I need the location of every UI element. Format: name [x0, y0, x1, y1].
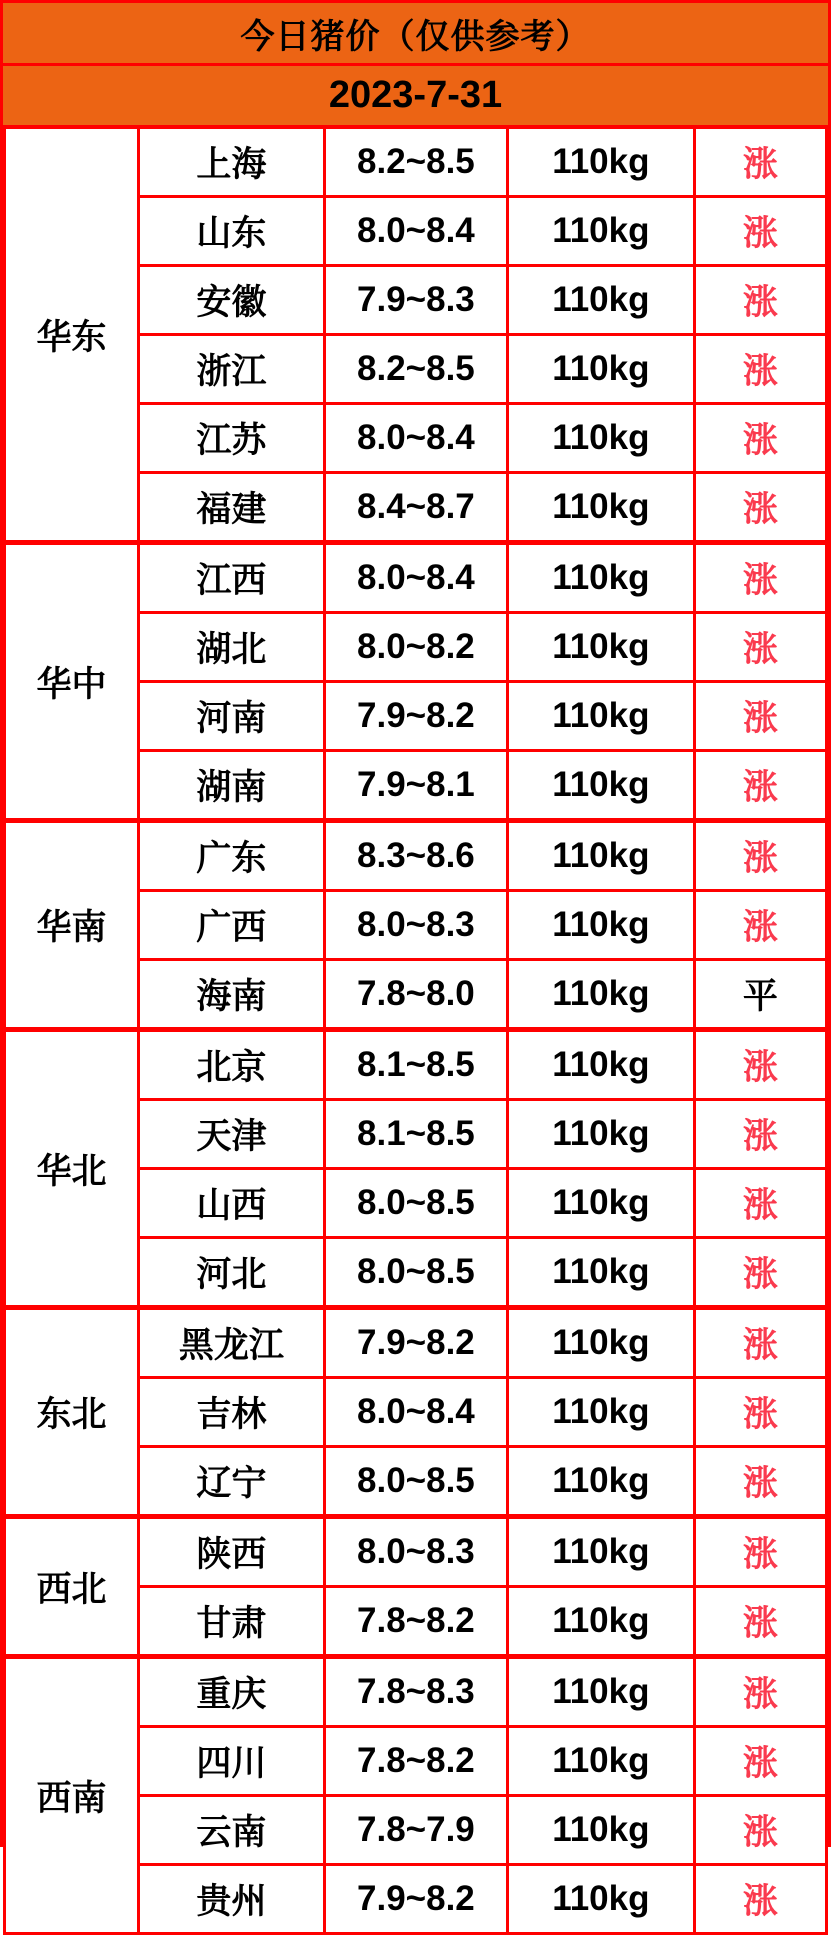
- trend-cell: 涨: [694, 682, 826, 751]
- province-cell: 河北: [138, 1238, 324, 1308]
- price-range-cell: 8.0~8.4: [324, 197, 507, 266]
- price-range-cell: 8.1~8.5: [324, 1030, 507, 1100]
- trend-cell: 涨: [694, 1169, 826, 1238]
- province-cell: 安徽: [138, 266, 324, 335]
- province-cell: 湖北: [138, 613, 324, 682]
- report-date: 2023-7-31: [328, 74, 503, 116]
- trend-cell: 涨: [694, 821, 826, 891]
- weight-cell: 110kg: [508, 891, 695, 960]
- weight-cell: 110kg: [508, 1030, 695, 1100]
- price-range-cell: 7.9~8.3: [324, 266, 507, 335]
- province-cell: 江苏: [138, 404, 324, 473]
- region-cell: 华北: [5, 1030, 139, 1308]
- region-cell: 东北: [5, 1308, 139, 1517]
- price-range-cell: 8.0~8.3: [324, 891, 507, 960]
- trend-cell: 涨: [694, 543, 826, 613]
- date-bar: [3, 66, 828, 129]
- region-cell: 华南: [5, 821, 139, 1030]
- table-row: [5, 821, 827, 891]
- province-cell: 浙江: [138, 335, 324, 404]
- trend-cell: 涨: [694, 1865, 826, 1934]
- province-cell: 广东: [138, 821, 324, 891]
- province-cell: 重庆: [138, 1657, 324, 1727]
- trend-cell: 涨: [694, 1100, 826, 1169]
- price-range-cell: 8.0~8.5: [324, 1238, 507, 1308]
- price-range-cell: 8.0~8.5: [324, 1169, 507, 1238]
- trend-cell: 涨: [694, 1727, 826, 1796]
- region-cell: 西北: [5, 1517, 139, 1657]
- price-range-cell: 8.0~8.4: [324, 543, 507, 613]
- province-cell: 四川: [138, 1727, 324, 1796]
- trend-cell: 涨: [694, 1238, 826, 1308]
- price-range-cell: 8.2~8.5: [324, 335, 507, 404]
- region-cell: 华中: [5, 543, 139, 821]
- weight-cell: 110kg: [508, 960, 695, 1030]
- price-table: [3, 129, 828, 1935]
- price-range-cell: 8.2~8.5: [324, 129, 507, 197]
- price-range-cell: 8.0~8.3: [324, 1517, 507, 1587]
- trend-cell: 平: [694, 960, 826, 1030]
- province-cell: 北京: [138, 1030, 324, 1100]
- weight-cell: 110kg: [508, 1727, 695, 1796]
- trend-cell: 涨: [694, 266, 826, 335]
- province-cell: 福建: [138, 473, 324, 543]
- price-range-cell: 8.0~8.4: [324, 404, 507, 473]
- price-range-cell: 8.0~8.5: [324, 1447, 507, 1517]
- trend-cell: 涨: [694, 1587, 826, 1657]
- weight-cell: 110kg: [508, 1657, 695, 1727]
- region-cell: 西南: [5, 1657, 139, 1934]
- weight-cell: 110kg: [508, 1238, 695, 1308]
- trend-cell: 涨: [694, 197, 826, 266]
- table-row: [5, 1657, 827, 1727]
- weight-cell: 110kg: [508, 543, 695, 613]
- weight-cell: 110kg: [508, 1517, 695, 1587]
- price-range-cell: 7.8~8.0: [324, 960, 507, 1030]
- weight-cell: 110kg: [508, 1169, 695, 1238]
- weight-cell: 110kg: [508, 1100, 695, 1169]
- trend-cell: 涨: [694, 1308, 826, 1378]
- province-cell: 黑龙江: [138, 1308, 324, 1378]
- table-row: [5, 543, 827, 613]
- price-range-cell: 7.8~8.3: [324, 1657, 507, 1727]
- province-cell: 河南: [138, 682, 324, 751]
- price-range-cell: 8.0~8.4: [324, 1378, 507, 1447]
- trend-cell: 涨: [694, 473, 826, 543]
- weight-cell: 110kg: [508, 1796, 695, 1865]
- trend-cell: 涨: [694, 404, 826, 473]
- price-range-cell: 7.9~8.2: [324, 1308, 507, 1378]
- province-cell: 湖南: [138, 751, 324, 821]
- price-range-cell: 7.9~8.2: [324, 682, 507, 751]
- trend-cell: 涨: [694, 751, 826, 821]
- price-range-cell: 7.9~8.1: [324, 751, 507, 821]
- price-range-cell: 8.4~8.7: [324, 473, 507, 543]
- price-range-cell: 8.3~8.6: [324, 821, 507, 891]
- province-cell: 陕西: [138, 1517, 324, 1587]
- weight-cell: 110kg: [508, 335, 695, 404]
- weight-cell: 110kg: [508, 129, 695, 197]
- price-range-cell: 8.1~8.5: [324, 1100, 507, 1169]
- trend-cell: 涨: [694, 1657, 826, 1727]
- province-cell: 上海: [138, 129, 324, 197]
- trend-cell: 涨: [694, 129, 826, 197]
- price-range-cell: 7.8~8.2: [324, 1587, 507, 1657]
- table-row: [5, 129, 827, 197]
- weight-cell: 110kg: [508, 473, 695, 543]
- trend-cell: 涨: [694, 613, 826, 682]
- trend-cell: 涨: [694, 335, 826, 404]
- weight-cell: 110kg: [508, 613, 695, 682]
- province-cell: 甘肃: [138, 1587, 324, 1657]
- weight-cell: 110kg: [508, 1308, 695, 1378]
- trend-cell: 涨: [694, 1517, 826, 1587]
- province-cell: 山东: [138, 197, 324, 266]
- weight-cell: 110kg: [508, 266, 695, 335]
- weight-cell: 110kg: [508, 751, 695, 821]
- weight-cell: 110kg: [508, 682, 695, 751]
- weight-cell: 110kg: [508, 1447, 695, 1517]
- province-cell: 广西: [138, 891, 324, 960]
- province-cell: 辽宁: [138, 1447, 324, 1517]
- page-title: 今日猪价（仅供参考）: [240, 17, 591, 56]
- price-range-cell: 7.9~8.2: [324, 1865, 507, 1934]
- price-range-cell: 7.8~8.2: [324, 1727, 507, 1796]
- table-row: [5, 1308, 827, 1378]
- trend-cell: 涨: [694, 1796, 826, 1865]
- weight-cell: 110kg: [508, 1865, 695, 1934]
- price-range-cell: 7.8~7.9: [324, 1796, 507, 1865]
- weight-cell: 110kg: [508, 1587, 695, 1657]
- table-row: [5, 1030, 827, 1100]
- province-cell: 贵州: [138, 1865, 324, 1934]
- table-row: [5, 1517, 827, 1587]
- trend-cell: 涨: [694, 891, 826, 960]
- province-cell: 吉林: [138, 1378, 324, 1447]
- weight-cell: 110kg: [508, 197, 695, 266]
- trend-cell: 涨: [694, 1378, 826, 1447]
- weight-cell: 110kg: [508, 821, 695, 891]
- province-cell: 天津: [138, 1100, 324, 1169]
- province-cell: 云南: [138, 1796, 324, 1865]
- price-range-cell: 8.0~8.2: [324, 613, 507, 682]
- trend-cell: 涨: [694, 1030, 826, 1100]
- province-cell: 山西: [138, 1169, 324, 1238]
- title-bar: [3, 3, 828, 66]
- region-cell: 华东: [5, 129, 139, 543]
- province-cell: 江西: [138, 543, 324, 613]
- trend-cell: 涨: [694, 1447, 826, 1517]
- weight-cell: 110kg: [508, 404, 695, 473]
- province-cell: 海南: [138, 960, 324, 1030]
- weight-cell: 110kg: [508, 1378, 695, 1447]
